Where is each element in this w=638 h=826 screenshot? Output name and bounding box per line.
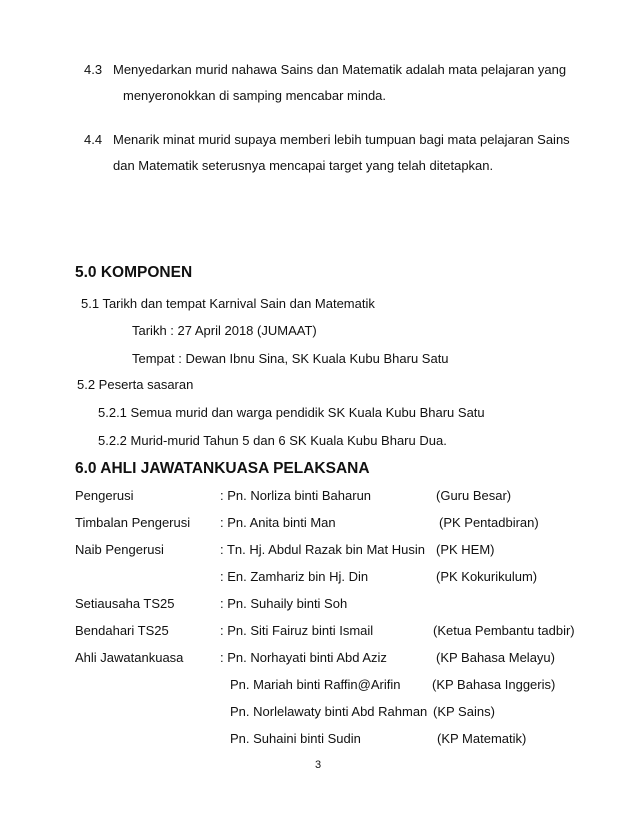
committee-name: : Tn. Hj. Abdul Razak bin Mat Husin	[220, 542, 425, 557]
page-number: 3	[315, 759, 322, 771]
objective-4-4-line1: Menarik minat murid supaya memberi lebih tumpuan bagi mata pelajaran Sains	[113, 132, 570, 147]
committee-name: Pn. Mariah binti Raffin@Arifin	[230, 677, 401, 692]
objective-4-3-line2: menyeronokkan di samping mencabar minda.	[123, 88, 387, 103]
event-venue: Tempat : Dewan Ibnu Sina, SK Kuala Kubu Bharu Satu	[132, 351, 449, 366]
objective-4-4-line2: dan Matematik seterusnya mencapai target yang telah ditetapkan.	[113, 158, 494, 173]
committee-name: Pn. Suhaini binti Sudin	[230, 731, 361, 746]
committee-position: (KP Sains)	[433, 704, 495, 719]
committee-role: Ahli Jawatankuasa	[75, 650, 184, 665]
objective-4-3-number: 4.3	[84, 62, 103, 77]
section-5-1-title: 5.1 Tarikh dan tempat Karnival Sain dan Matematik	[81, 296, 375, 311]
committee-name: : Pn. Anita binti Man	[220, 515, 336, 530]
committee-role: Setiausaha TS25	[75, 596, 175, 611]
committee-position: (PK HEM)	[436, 542, 495, 557]
event-date: Tarikh : 27 April 2018 (JUMAAT)	[132, 323, 317, 338]
section-5-heading: 5.0 KOMPONEN	[75, 264, 193, 281]
section-5-2-title: 5.2 Peserta sasaran	[77, 377, 194, 392]
objective-4-3-line1: Menyedarkan murid nahawa Sains dan Matematik adalah mata pelajaran yang	[113, 62, 567, 77]
committee-position: (KP Matematik)	[437, 731, 527, 746]
committee-name: Pn. Norlelawaty binti Abd Rahman	[230, 704, 428, 719]
committee-position: (KP Bahasa Melayu)	[436, 650, 555, 665]
committee-role: Pengerusi	[75, 488, 134, 503]
committee-name: : Pn. Suhaily binti Soh	[220, 596, 348, 611]
committee-name: : En. Zamhariz bin Hj. Din	[220, 569, 369, 584]
section-5-2-2: 5.2.2 Murid-murid Tahun 5 dan 6 SK Kuala Kubu Bharu Dua.	[98, 433, 447, 448]
committee-position: (KP Bahasa Inggeris)	[432, 677, 556, 692]
committee-position: (PK Pentadbiran)	[439, 515, 539, 530]
committee-name: : Pn. Norhayati binti Abd Aziz	[220, 650, 387, 665]
committee-role: Timbalan Pengerusi	[75, 515, 191, 530]
committee-position: (Ketua Pembantu tadbir)	[433, 623, 575, 638]
committee-role: Naib Pengerusi	[75, 542, 164, 557]
committee-role: Bendahari TS25	[75, 623, 169, 638]
committee-name: : Pn. Siti Fairuz binti Ismail	[220, 623, 374, 638]
committee-name: : Pn. Norliza binti Baharun	[220, 488, 372, 503]
committee-position: (Guru Besar)	[436, 488, 512, 503]
section-6-heading: 6.0 AHLI JAWATANKUASA PELAKSANA	[75, 460, 370, 477]
objective-4-4-number: 4.4	[84, 132, 103, 147]
section-5-2-1: 5.2.1 Semua murid dan warga pendidik SK Kuala Kubu Bharu Satu	[98, 405, 485, 420]
committee-position: (PK Kokurikulum)	[436, 569, 538, 584]
